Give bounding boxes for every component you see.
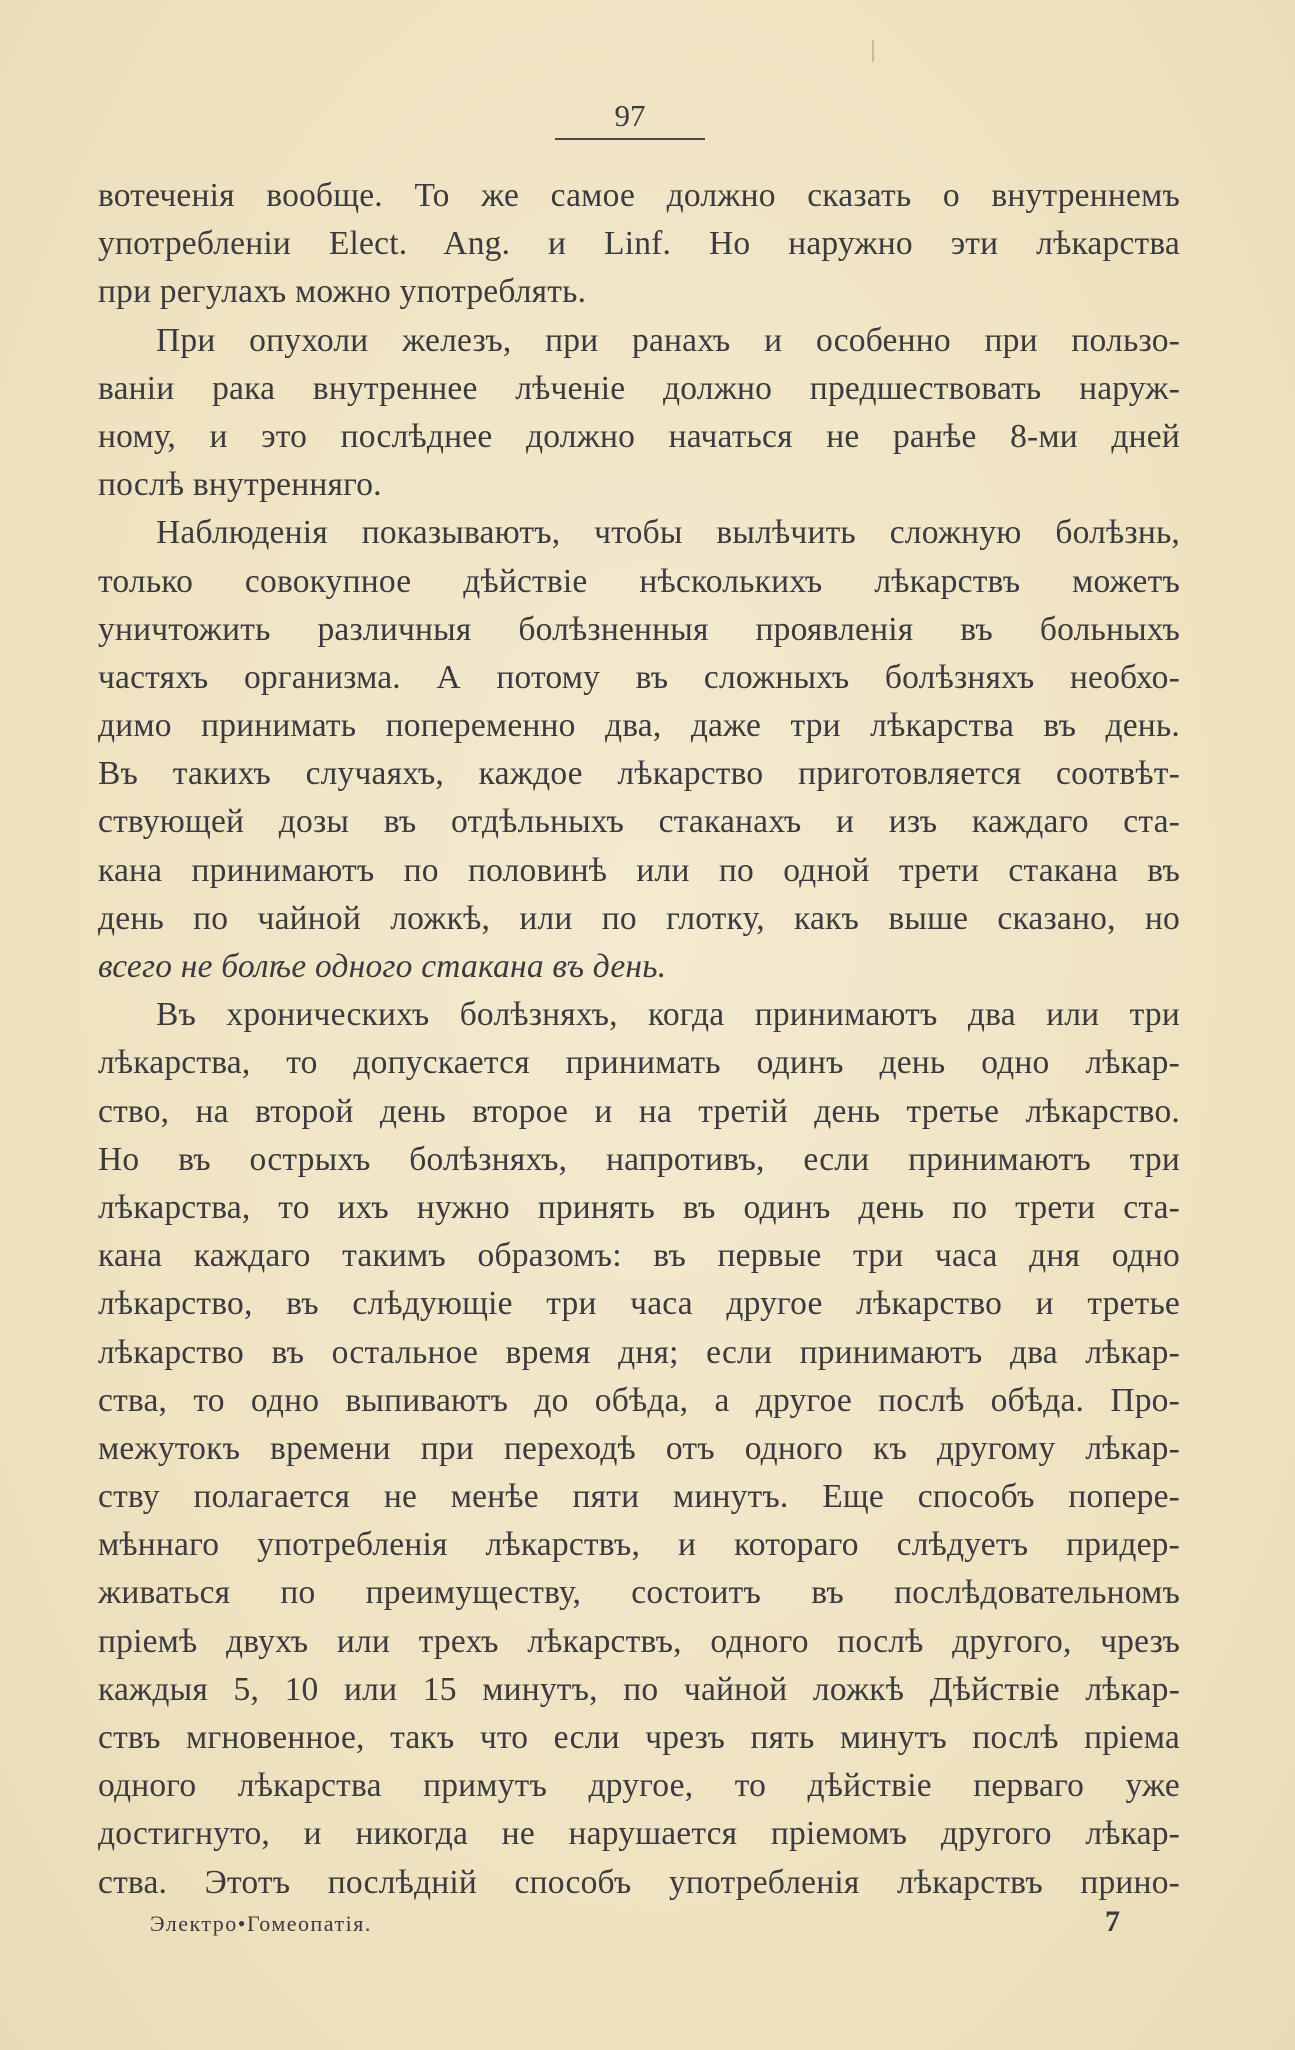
text-line: межутокъ времени при переходѣ отъ одного къ другому лѣкар- [98, 1429, 1180, 1467]
text-line: одного лѣкарства примутъ другое, то дѣйствіе перваго уже [98, 1767, 1180, 1805]
footer-title: Электро•Гомеопатія. [150, 1911, 372, 1936]
text-line: при регулахъ можно употреблять. [98, 273, 587, 311]
page-number: 97 [614, 98, 646, 133]
text-line: послѣ внутренняго. [98, 466, 382, 504]
text-line: кана принимаютъ по половинѣ или по одной трети стакана въ [98, 851, 1180, 889]
text-line: ваніи рака внутреннее лѣченіе должно предшествовать наруж- [98, 369, 1180, 407]
text-line: димо принимать попеременно два, даже три лѣкарства въ день. [98, 707, 1180, 745]
text-line: день по чайной ложкѣ, или по глотку, какъ выше сказано, но [98, 899, 1180, 937]
text-line: При опухоли железъ, при ранахъ и особенно при пользо- [156, 321, 1180, 359]
text-line: кана каждаго такимъ образомъ: въ первые три часа дня одно [98, 1237, 1180, 1275]
text-line: Но въ острыхъ болѣзняхъ, напротивъ, если принимаютъ три [98, 1140, 1180, 1178]
text-line: мѣннаго употребленія лѣкарствъ, и котораго слѣдуетъ придер- [98, 1526, 1180, 1564]
text-line: ство, на второй день второе и на третій день третье лѣкарство. [98, 1092, 1180, 1130]
text-line: ствъ мгновенное, такъ что если чрезъ пять минутъ послѣ пріема [98, 1719, 1180, 1756]
text-line: лѣкарства, то допускается принимать одинъ день одно лѣкар- [98, 1044, 1180, 1082]
text-line: ствующей дозы въ отдѣльныхъ стаканахъ и изъ каждаго ста- [98, 803, 1180, 841]
text-line: достигнуто, и никогда не нарушается пріемомъ другого лѣкар- [98, 1815, 1180, 1853]
page-number-rule [555, 138, 705, 140]
text-line: пріемѣ двухъ или трехъ лѣкарствъ, одного послѣ другого, чрезъ [98, 1622, 1180, 1660]
text-line: Въ такихъ случаяхъ, каждое лѣкарство приготовляется соотвѣт- [98, 755, 1180, 793]
text-line: Наблюденія показываютъ, чтобы вылѣчить сложную болѣзнь, [156, 514, 1180, 552]
text-line: ства. Этотъ послѣдній способъ употребленія лѣкарствъ прино- [98, 1863, 1180, 1901]
text-line: уничтожить различныя болѣзненныя проявленія въ больныхъ [98, 610, 1180, 648]
text-line: лѣкарство въ остальное время дня; если принимаютъ два лѣкар- [98, 1333, 1180, 1371]
text-line: живаться по преимуществу, состоитъ въ послѣдовательномъ [98, 1574, 1180, 1612]
text-line: Въ хроническихъ болѣзняхъ, когда принимаютъ два или три [156, 996, 1180, 1034]
body-text [98, 172, 1180, 1907]
text-line: вотеченія вообще. То же самое должно сказать о внутреннемъ [98, 177, 1180, 214]
text-line: ства, то одно выпиваютъ до обѣда, а другое послѣ обѣда. Про- [98, 1381, 1180, 1419]
text-line: лѣкарства, то ихъ нужно принять въ одинъ день по трети ста- [98, 1188, 1180, 1226]
signature-mark: 7 [1105, 1905, 1120, 1938]
text-line: ству полагается не менѣе пяти минутъ. Еще способъ попере- [98, 1478, 1180, 1516]
text-line: всего не болѣе одного стакана въ день. [98, 948, 667, 985]
text-line: ному, и это послѣднее должно начаться не ранѣе 8-ми дней [98, 417, 1180, 455]
paper-speck [872, 40, 874, 62]
text-line: только совокупное дѣйствіе нѣсколькихъ лѣкарствъ можетъ [98, 562, 1180, 600]
text-line: лѣкарство, въ слѣдующіе три часа другое лѣкарство и третье [98, 1285, 1180, 1323]
text-line: употребленіи Elect. Ang. и Linf. Но наружно эти лѣкарства [98, 225, 1180, 263]
text-line: частяхъ организма. А потому въ сложныхъ болѣзняхъ необхо- [98, 658, 1180, 696]
text-line: каждыя 5, 10 или 15 минутъ, по чайной ложкѣ Дѣйствіе лѣкар- [98, 1670, 1180, 1708]
